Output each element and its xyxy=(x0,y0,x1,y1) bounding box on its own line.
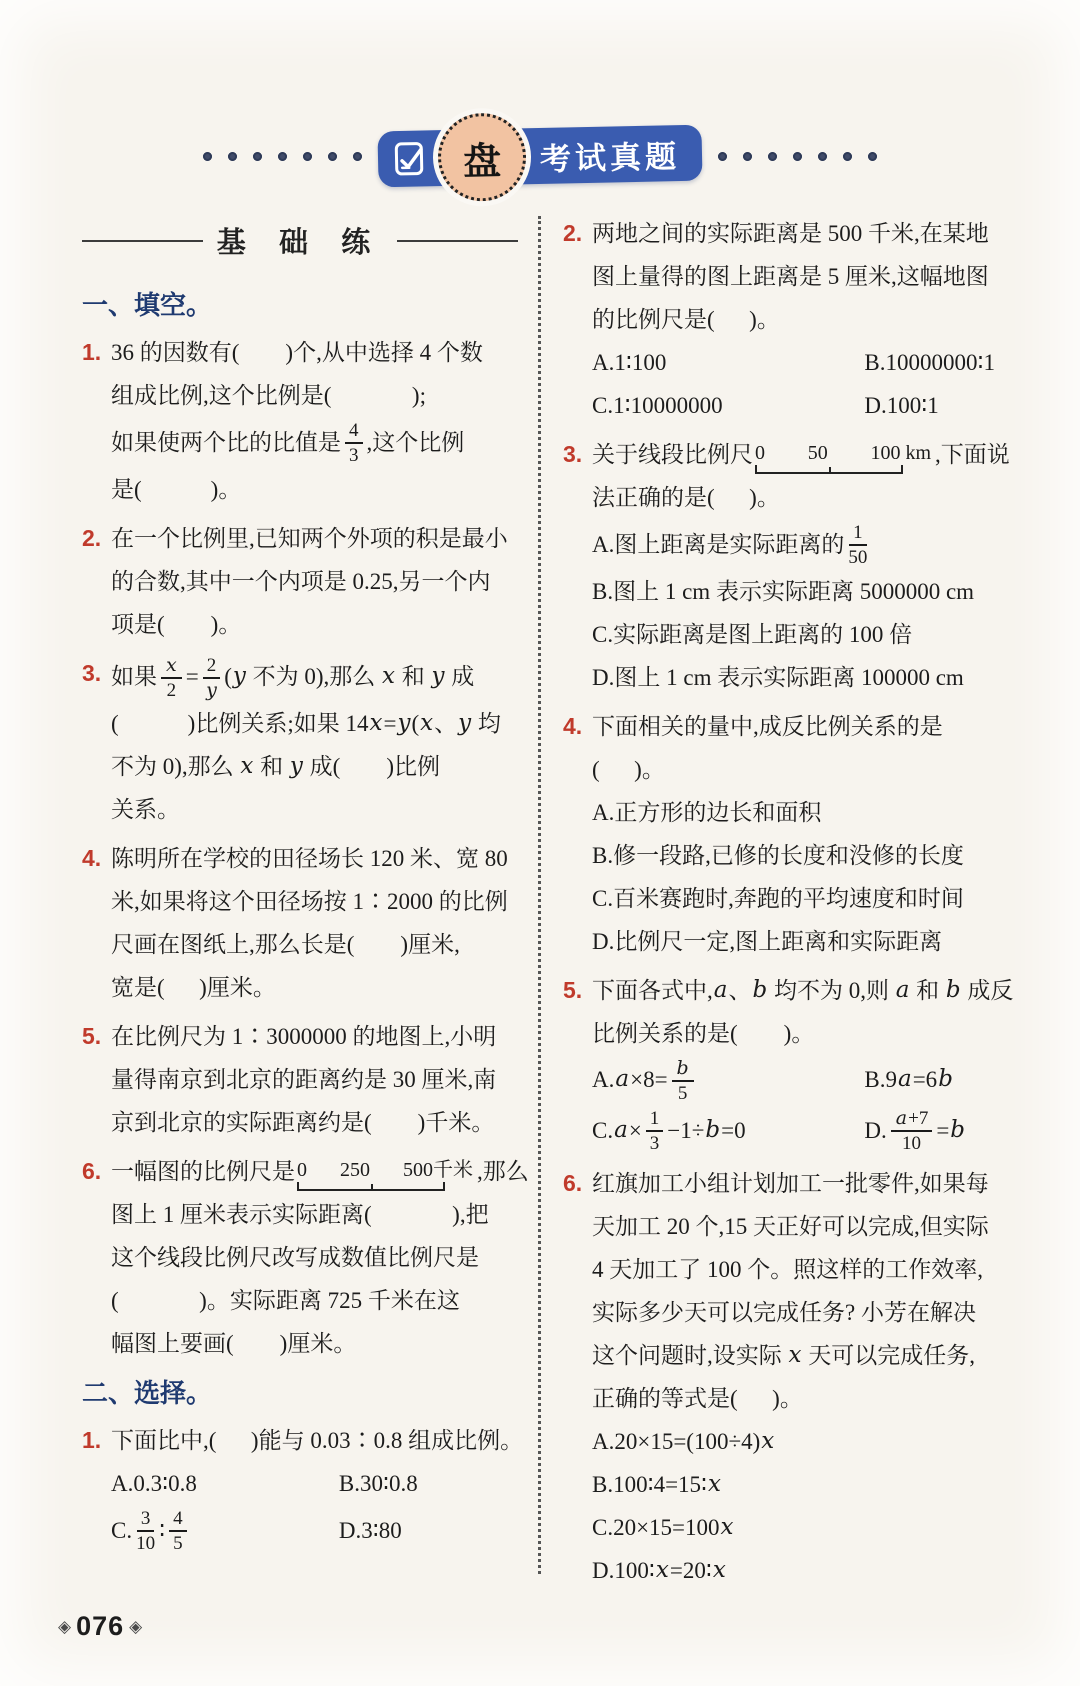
question-line: 如果 $\frac{x}{2}$ = $\frac{2}{y}$ ( y 不为 0),那么 x 和 y 成 xyxy=(111,653,475,701)
option-item: C.20×15=100 x xyxy=(592,1506,1046,1549)
question-number: 6. xyxy=(563,1169,583,1196)
question xyxy=(82,517,518,646)
option-item: A.图上距离是实际距离的 $\frac{1}{50}$ xyxy=(592,522,868,569)
math-variable: a xyxy=(614,1116,628,1143)
scale-bar: 0 250 500千米 xyxy=(297,1159,473,1191)
fraction: $\frac{x}{2}$ xyxy=(161,655,182,702)
question-line: 实际多少天可以完成任务? 小芳在解决 xyxy=(592,1299,976,1325)
question-line: 组成比例,这个比例是( ); xyxy=(111,383,426,408)
math-variable: a xyxy=(615,1066,630,1093)
math-variable: x xyxy=(240,753,254,780)
option-item: D.3∶80 xyxy=(338,1517,402,1543)
math-variable: x xyxy=(655,1556,669,1583)
question-line: 一幅图的比例尺是 0 250 500千米 ,那么 xyxy=(111,1150,518,1193)
decorative-dot xyxy=(868,152,877,161)
math-variable: a xyxy=(897,1066,912,1093)
question xyxy=(563,1162,1046,1592)
option-item: C. $\frac{3}{10}$ ∶ $\frac{4}{5}$ xyxy=(111,1505,339,1556)
question-line: 如果使两个比的比值是 $\frac{4}{3}$ ,这个比例 xyxy=(111,420,465,467)
column-divider xyxy=(538,216,541,1574)
option-item: B.9 a =6 b xyxy=(864,1055,1046,1106)
question-line: 关于线段比例尺 0 50 100 km ,下面说 xyxy=(592,433,1046,476)
question-line: 的合数,其中一个内项是 0.25,另一个内 xyxy=(111,568,491,594)
question-number: 5. xyxy=(563,976,583,1003)
math-variable: x xyxy=(761,1427,775,1454)
option-item: A.1∶100 xyxy=(592,350,667,375)
option-item: C.实际距离是图上距离的 100 倍 xyxy=(592,621,913,647)
math-variable: b xyxy=(705,1116,721,1143)
question-line: 的比例尺是( )。 xyxy=(592,307,780,332)
math-variable: b xyxy=(950,1116,966,1143)
question-line: 是( )。 xyxy=(111,476,242,502)
math-variable: x xyxy=(420,710,434,737)
question-line: 两地之间的实际距离是 500 千米,在某地 xyxy=(592,221,989,246)
decorative-dot xyxy=(353,152,362,161)
option-item: A.正方形的边长和面积 xyxy=(592,799,822,825)
fraction: $\frac{2}{y}$ xyxy=(203,655,221,702)
question-line: 这个问题时,设实际 x 天可以完成任务, xyxy=(592,1334,1046,1377)
question-line: 京到北京的实际距离约是( )千米。 xyxy=(111,1110,495,1136)
diamond-icon: ◈ xyxy=(58,1617,72,1636)
question-number: 1. xyxy=(82,1427,102,1454)
decorative-dots-right xyxy=(718,152,877,161)
question-number: 2. xyxy=(563,220,583,246)
fraction: $\frac{a+7}{10}$ xyxy=(891,1108,933,1155)
math-variable: y xyxy=(232,663,246,690)
question xyxy=(82,331,518,511)
clipboard-check-icon xyxy=(394,140,425,177)
math-variable: x xyxy=(382,663,396,690)
question-line: 下面比中,( )能与 0.03∶0.8 组成比例。 xyxy=(111,1428,524,1454)
question-line: 比例关系的是( )。 xyxy=(592,1020,815,1046)
question xyxy=(82,652,518,832)
math-variable: a xyxy=(895,976,910,1003)
question-line: 图上 1 厘米表示实际距离( ),把 xyxy=(111,1202,489,1228)
question xyxy=(563,433,1046,699)
option-item: D.100∶1 xyxy=(864,393,939,418)
question-line: 米,如果将这个田径场按 1∶2000 的比例 xyxy=(111,889,508,915)
math-variable: y xyxy=(431,663,445,690)
option-item: C.1∶10000000 xyxy=(592,393,723,418)
fraction: $\frac{b}{5}$ xyxy=(672,1058,694,1105)
question-line: 法正确的是( )。 xyxy=(592,485,780,510)
question xyxy=(82,837,518,1009)
fraction: $\frac{1}{3}$ xyxy=(646,1108,664,1155)
question-line: 幅图上要画( )厘米。 xyxy=(111,1331,357,1357)
question xyxy=(82,1150,529,1365)
left-column xyxy=(82,212,529,1580)
question-line: 项是( )。 xyxy=(111,611,242,637)
page-header xyxy=(0,112,1080,200)
decorative-dot xyxy=(328,152,337,161)
option-item: B.图上 1 cm 表示实际距离 5000000 cm xyxy=(592,578,975,604)
question-number: 4. xyxy=(563,712,583,739)
options xyxy=(592,791,1046,963)
question-line: 正确的等式是( )。 xyxy=(592,1385,803,1411)
question-number: 5. xyxy=(82,1023,102,1050)
question-line: 在一个比例里,已知两个外项的积是最小 xyxy=(111,525,508,551)
option-item: A.20×15=(100÷4) x xyxy=(592,1420,1046,1463)
option-item: D.100∶ x =20∶ x xyxy=(592,1549,1046,1592)
option-item: D. $\frac{a+7}{10}$ = b xyxy=(864,1107,966,1155)
option-item: B.100∶4=15∶ x xyxy=(592,1463,1046,1506)
question-line: ( )比例关系;如果 14 x = y ( x 、 y 均 xyxy=(111,702,518,745)
fraction: $\frac{1}{50}$ xyxy=(848,522,868,569)
question-number: 4. xyxy=(82,845,102,872)
question-line: 关系。 xyxy=(111,797,180,823)
right-column xyxy=(563,212,1046,1583)
question xyxy=(563,212,1046,427)
options xyxy=(592,1055,1046,1156)
option-item: C.百米赛跑时,奔跑的平均速度和时间 xyxy=(592,885,964,911)
exam-badge xyxy=(377,125,702,188)
decorative-dot xyxy=(793,152,802,161)
math-variable: y xyxy=(397,710,411,737)
options xyxy=(592,1420,1046,1592)
decorative-dot xyxy=(768,152,777,161)
math-variable: a xyxy=(713,976,728,1003)
math-variable: b xyxy=(938,1066,953,1093)
decorative-dot xyxy=(818,152,827,161)
question-line: 不为 0),那么 x 和 y 成( )比例 xyxy=(111,745,518,788)
question xyxy=(563,705,1046,963)
option-item: A. a ×8= $\frac{b}{5}$ xyxy=(592,1055,864,1106)
fraction: $\frac{3}{10}$ xyxy=(136,1508,156,1555)
question-line: 天加工 20 个,15 天正好可以完成,但实际 xyxy=(592,1213,989,1239)
option-item: B.10000000∶1 xyxy=(864,350,995,375)
math-variable: y xyxy=(289,753,303,780)
option-item: B.30∶0.8 xyxy=(338,1471,418,1497)
math-variable: b xyxy=(945,976,961,1003)
question-number: 3. xyxy=(563,441,583,467)
decorative-dot xyxy=(303,152,312,161)
question-line: ( )。实际距离 725 千米在这 xyxy=(111,1288,460,1314)
question-line: 下面各式中, a 、 b 均不为 0,则 a 和 b 成反 xyxy=(592,969,1046,1012)
section-title: 基 础 练 xyxy=(82,220,518,261)
question-number: 2. xyxy=(82,524,102,551)
options xyxy=(592,341,1046,427)
option-item: C. a × $\frac{1}{3}$ −1÷ b =0 xyxy=(592,1108,746,1155)
question xyxy=(563,969,1046,1156)
decorative-dot xyxy=(743,152,752,161)
fraction: $\frac{4}{5}$ xyxy=(169,1508,187,1555)
page-footer xyxy=(58,1611,142,1642)
question-line: 量得南京到北京的距离约是 30 厘米,南 xyxy=(111,1067,497,1093)
math-variable: x xyxy=(712,1556,726,1583)
badge-circle xyxy=(437,112,527,202)
option-item: D.比例尺一定,图上距离和实际距离 xyxy=(592,928,943,954)
section-header: 二、选择。 xyxy=(82,1379,213,1409)
math-variable: y xyxy=(458,710,472,737)
question-number: 6. xyxy=(82,1158,102,1185)
question-line: 36 的因数有( )个,从中选择 4 个数 xyxy=(111,340,483,365)
math-variable: x xyxy=(720,1513,734,1540)
question-line: 陈明所在学校的田径场长 120 米、宽 80 xyxy=(111,846,508,872)
options xyxy=(592,519,1046,699)
decorative-dot xyxy=(843,152,852,161)
question-number: 1. xyxy=(82,339,102,365)
question-line: 红旗加工小组计划加工一批零件,如果每 xyxy=(592,1170,989,1196)
section-header: 一、填空。 xyxy=(82,291,213,320)
question-line: 这个线段比例尺改写成数值比例尺是 xyxy=(111,1245,479,1271)
decorative-dot xyxy=(203,152,212,161)
page-number: 076 xyxy=(76,1611,125,1641)
question-line: 下面相关的量中,成反比例关系的是 xyxy=(592,713,943,739)
math-variable: b xyxy=(752,976,768,1003)
scale-bar: 0 50 100 km xyxy=(755,442,931,474)
question-line: 图上量得的图上距离是 5 厘米,这幅地图 xyxy=(592,264,989,289)
badge-title: 考试真题 xyxy=(539,138,681,177)
decorative-dot xyxy=(718,152,727,161)
math-variable: x xyxy=(788,1341,802,1368)
question-line: 宽是( )厘米。 xyxy=(111,975,276,1001)
question xyxy=(82,1015,518,1144)
math-variable: x xyxy=(708,1470,722,1497)
fraction: $\frac{4}{3}$ xyxy=(345,420,363,467)
decorative-dot xyxy=(228,152,237,161)
question-number: 3. xyxy=(82,659,102,686)
question-line: ( )。 xyxy=(592,756,665,782)
badge-circle-char: 盘 xyxy=(462,140,502,184)
option-item: D.图上 1 cm 表示实际距离 100000 cm xyxy=(592,664,964,690)
diamond-icon: ◈ xyxy=(129,1617,143,1636)
options xyxy=(111,1462,518,1556)
math-variable: x xyxy=(369,710,383,737)
decorative-dots-left xyxy=(203,152,362,161)
decorative-dot xyxy=(278,152,287,161)
option-item: A.0.3∶0.8 xyxy=(111,1471,197,1497)
question-line: 尺画在图纸上,那么长是( )厘米, xyxy=(111,932,460,958)
content-columns xyxy=(82,212,1046,1583)
option-item: B.修一段路,已修的长度和没修的长度 xyxy=(592,842,964,868)
decorative-dot xyxy=(253,152,262,161)
question xyxy=(82,1419,524,1556)
question-line: 4 天加工了 100 个。照这样的工作效率, xyxy=(592,1256,983,1282)
question-line: 在比例尺为 1∶3000000 的地图上,小明 xyxy=(111,1024,497,1050)
